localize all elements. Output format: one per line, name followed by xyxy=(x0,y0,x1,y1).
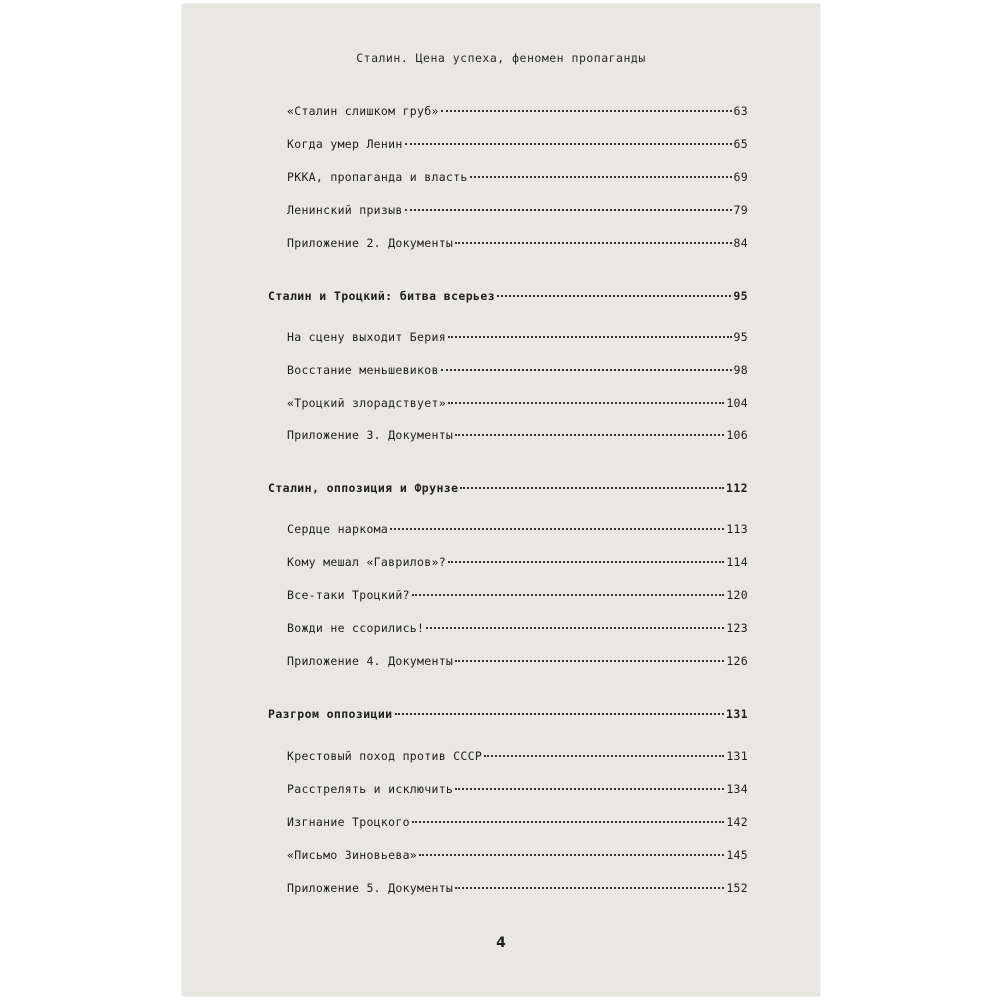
toc-entry-page: 98 xyxy=(733,363,748,377)
toc-entry xyxy=(287,137,748,155)
toc-entry-page: 69 xyxy=(733,170,748,184)
toc-entry xyxy=(287,522,748,540)
toc-entry-page: 106 xyxy=(726,428,748,442)
toc-section xyxy=(268,481,748,499)
dot-leader xyxy=(390,528,724,530)
dot-leader xyxy=(441,369,732,371)
toc-entry xyxy=(287,588,748,606)
toc-section-page: 131 xyxy=(726,707,748,721)
dot-leader xyxy=(426,627,724,629)
toc-section-title: Сталин и Троцкий: битва всерьез xyxy=(268,289,496,303)
toc-entry-page: 126 xyxy=(726,654,748,668)
dot-leader xyxy=(470,176,732,178)
dot-leader xyxy=(455,788,724,790)
toc-section xyxy=(268,289,748,307)
toc-section xyxy=(268,707,748,725)
dot-leader xyxy=(395,713,725,715)
toc-entry xyxy=(287,848,748,866)
toc-entry xyxy=(287,621,748,639)
dot-leader xyxy=(419,854,724,856)
toc-entry-title: На сцену выходит Берия xyxy=(287,330,446,344)
toc-entry-title: Ленинский призыв xyxy=(287,203,403,217)
dot-leader xyxy=(412,594,725,596)
toc-entry xyxy=(287,749,748,767)
toc-entry-page: 123 xyxy=(726,621,748,635)
toc-entry-page: 142 xyxy=(726,815,748,829)
dot-leader xyxy=(448,561,724,563)
dot-leader xyxy=(441,110,732,112)
toc-entry-page: 104 xyxy=(726,396,748,410)
toc-entry-page: 134 xyxy=(726,782,748,796)
toc-entry xyxy=(287,363,748,381)
toc-entry xyxy=(287,203,748,221)
toc-entry-title: Сердце наркома xyxy=(287,522,389,536)
toc-entry-title: Крестовый поход против СССР xyxy=(287,749,483,763)
toc-entry-title: Расстрелять и исключить xyxy=(287,782,454,796)
toc-section-title: Разгром оппозиции xyxy=(268,707,393,721)
dot-leader xyxy=(412,821,725,823)
dot-leader xyxy=(405,143,732,145)
toc-entry xyxy=(287,104,748,122)
toc-entry xyxy=(287,236,748,254)
toc-section-page: 112 xyxy=(726,481,748,495)
toc-entry-title: Вожди не ссорились! xyxy=(287,621,425,635)
dot-leader xyxy=(455,242,731,244)
toc-entry-title: «Троцкий злорадствует» xyxy=(287,396,446,410)
toc-entry xyxy=(287,815,748,833)
toc-section-title: Сталин, оппозиция и Фрунзе xyxy=(268,481,459,495)
toc-entry-title: «Письмо Зиновьева» xyxy=(287,848,418,862)
dot-leader xyxy=(460,487,724,489)
dot-leader xyxy=(405,209,732,211)
toc-entry-title: РККА, пропаганда и власть xyxy=(287,170,468,184)
toc-entry-page: 145 xyxy=(726,848,748,862)
toc-entry xyxy=(287,555,748,573)
dot-leader xyxy=(455,434,724,436)
toc-entry-page: 65 xyxy=(733,137,748,151)
toc-entry-page: 120 xyxy=(726,588,748,602)
toc-entry-title: Изгнание Троцкого xyxy=(287,815,410,829)
toc-entry xyxy=(287,396,748,414)
toc-entry xyxy=(287,654,748,672)
page-number: 4 xyxy=(496,935,506,951)
toc-section-page: 95 xyxy=(733,289,748,303)
dot-leader xyxy=(484,755,724,757)
toc-entry xyxy=(287,782,748,800)
toc-entry-title: Приложение 4. Документы xyxy=(287,654,454,668)
toc-entry xyxy=(287,881,748,899)
toc-entry xyxy=(287,330,748,348)
toc-entry-title: Приложение 3. Документы xyxy=(287,428,454,442)
dot-leader xyxy=(497,295,731,297)
toc-entry-page: 95 xyxy=(733,330,748,344)
running-header: Сталин. Цена успеха, феномен пропаганды xyxy=(356,51,646,65)
dot-leader xyxy=(455,660,724,662)
toc-entry-title: Приложение 5. Документы xyxy=(287,881,454,895)
toc-entry-title: Восстание меньшевиков xyxy=(287,363,439,377)
toc-entry xyxy=(287,170,748,188)
toc-entry-page: 79 xyxy=(733,203,748,217)
toc-entry-title: Кому мешал «Гаврилов»? xyxy=(287,555,446,569)
toc-entry-page: 63 xyxy=(733,104,748,118)
toc-entry-page: 84 xyxy=(733,236,748,250)
book-page xyxy=(182,4,820,996)
dot-leader xyxy=(455,887,724,889)
toc-entry-page: 131 xyxy=(726,749,748,763)
toc-entry xyxy=(287,428,748,446)
toc-entry-page: 114 xyxy=(726,555,748,569)
dot-leader xyxy=(448,402,724,404)
toc-entry-title: Все-таки Троцкий? xyxy=(287,588,410,602)
toc-entry-title: Приложение 2. Документы xyxy=(287,236,454,250)
toc-entry-title: «Сталин слишком груб» xyxy=(287,104,439,118)
toc-entry-page: 113 xyxy=(726,522,748,536)
toc-entry-title: Когда умер Ленин xyxy=(287,137,403,151)
dot-leader xyxy=(448,336,732,338)
toc-entry-page: 152 xyxy=(726,881,748,895)
